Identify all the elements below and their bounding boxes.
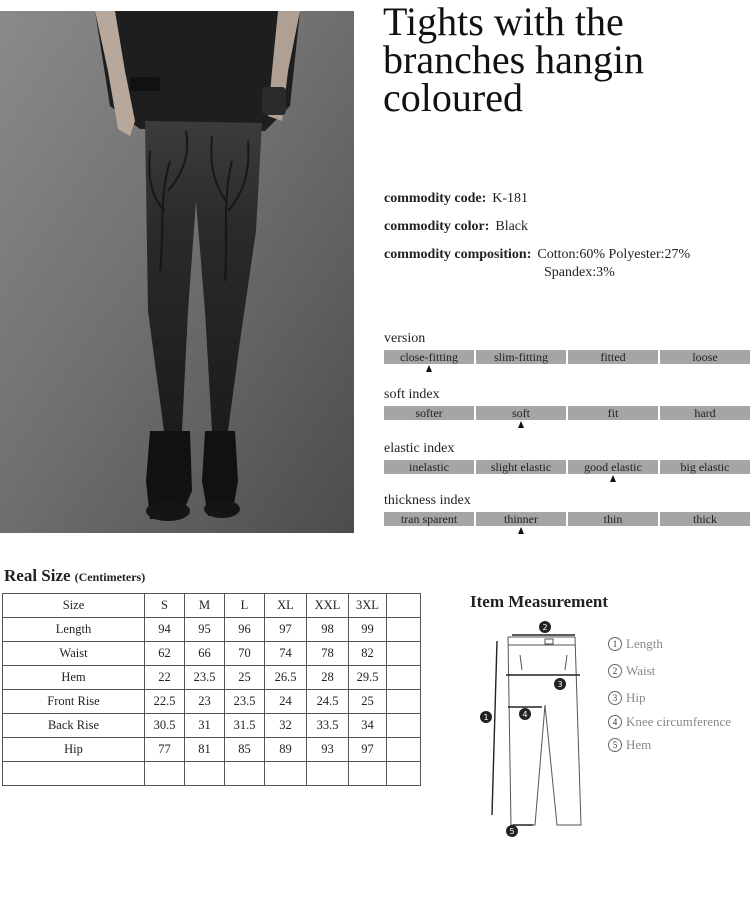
commodity-color	[384, 218, 528, 235]
size-table	[2, 593, 421, 786]
table-cell: 66	[185, 642, 225, 666]
table-cell: 30.5	[145, 714, 185, 738]
legend-label: Hem	[626, 737, 652, 752]
table-row	[3, 762, 421, 786]
table-cell: 3XL	[349, 594, 387, 618]
table-cell: 70	[225, 642, 265, 666]
legend-number: 1	[608, 637, 622, 651]
commodity-code	[384, 190, 528, 207]
table-cell	[349, 762, 387, 786]
table-row	[3, 642, 421, 666]
legend-label: Hip	[626, 690, 646, 705]
table-cell	[387, 714, 421, 738]
table-cell: 25	[349, 690, 387, 714]
table-cell: 28	[307, 666, 349, 690]
table-cell	[185, 762, 225, 786]
table-row	[3, 690, 421, 714]
table-cell	[387, 594, 421, 618]
legend-item-waist	[608, 663, 655, 679]
table-cell: 24	[265, 690, 307, 714]
real-size-title: Real Size	[4, 566, 71, 585]
table-cell: 74	[265, 642, 307, 666]
version-option: close-fitting	[384, 350, 474, 364]
table-cell: 31.5	[225, 714, 265, 738]
table-cell: 95	[185, 618, 225, 642]
elastic-index-selected-marker	[610, 475, 616, 482]
table-cell: 26.5	[265, 666, 307, 690]
soft-index-option: fit	[568, 406, 658, 420]
soft-index-selected-marker	[518, 421, 524, 428]
table-cell: XXL	[307, 594, 349, 618]
commodity-composition-value-2: Spandex:3%	[544, 265, 615, 280]
table-cell: 33.5	[307, 714, 349, 738]
table-cell	[387, 618, 421, 642]
table-cell: Front Rise	[3, 690, 145, 714]
table-cell: L	[225, 594, 265, 618]
elastic-index-title: elastic index	[384, 441, 455, 456]
real-size-heading	[4, 566, 145, 586]
table-cell: 81	[185, 738, 225, 762]
table-cell: S	[145, 594, 185, 618]
table-cell: 62	[145, 642, 185, 666]
table-cell: 32	[265, 714, 307, 738]
legend-label: Knee circumference	[626, 714, 732, 729]
table-row	[3, 618, 421, 642]
thickness-index-option: thin	[568, 512, 658, 526]
commodity-code-value: K-181	[492, 191, 529, 206]
table-cell: 23.5	[225, 690, 265, 714]
version-bar	[384, 350, 750, 364]
legend-item-length	[608, 636, 663, 652]
version-option: fitted	[568, 350, 658, 364]
table-cell: 29.5	[349, 666, 387, 690]
table-cell: Length	[3, 618, 145, 642]
table-cell: Back Rise	[3, 714, 145, 738]
table-cell: 22	[145, 666, 185, 690]
table-cell	[3, 762, 145, 786]
table-cell: 94	[145, 618, 185, 642]
thickness-index-bar	[384, 512, 750, 526]
table-cell: 77	[145, 738, 185, 762]
marker-2-label: 2	[542, 623, 548, 632]
table-cell: 89	[265, 738, 307, 762]
item-measurement-title: Item Measurement	[470, 592, 609, 611]
table-cell	[387, 762, 421, 786]
table-cell: 97	[349, 738, 387, 762]
table-cell	[387, 666, 421, 690]
legend-number: 5	[608, 738, 622, 752]
commodity-composition	[384, 246, 690, 263]
legend-label: Length	[626, 636, 663, 651]
version-title: version	[384, 331, 426, 346]
thickness-index-option: tran sparent	[384, 512, 474, 526]
table-cell	[387, 738, 421, 762]
soft-index-option: soft	[476, 406, 566, 420]
version-option: loose	[660, 350, 750, 364]
table-cell: M	[185, 594, 225, 618]
soft-index-bar	[384, 406, 750, 420]
commodity-composition-label: commodity composition:	[384, 247, 532, 262]
commodity-composition-line2	[544, 264, 615, 281]
legend-label: Waist	[626, 663, 656, 678]
elastic-index-option: big elastic	[660, 460, 750, 474]
elastic-index-option: slight elastic	[476, 460, 566, 474]
pants-diagram	[475, 615, 590, 845]
table-cell: 97	[265, 618, 307, 642]
table-cell: Hem	[3, 666, 145, 690]
table-row	[3, 666, 421, 690]
commodity-composition-value-1: Cotton:60% Polyester:27%	[537, 247, 691, 262]
commodity-code-label: commodity code:	[384, 191, 487, 206]
thickness-index-title: thickness index	[384, 493, 471, 508]
marker-1-label: 1	[483, 713, 489, 722]
table-cell: 99	[349, 618, 387, 642]
table-cell: 31	[185, 714, 225, 738]
table-header-row	[3, 594, 421, 618]
legend-number: 4	[608, 715, 622, 729]
table-cell	[307, 762, 349, 786]
commodity-color-label: commodity color:	[384, 219, 490, 234]
thickness-index-option: thick	[660, 512, 750, 526]
legend-item-knee	[608, 714, 731, 730]
table-cell	[265, 762, 307, 786]
product-title: Tights with the branches hangin coloured	[383, 0, 645, 120]
commodity-color-value: Black	[495, 219, 529, 234]
table-cell: Waist	[3, 642, 145, 666]
elastic-index-bar	[384, 460, 750, 474]
table-cell: 78	[307, 642, 349, 666]
soft-index-option: hard	[660, 406, 750, 420]
table-cell	[387, 642, 421, 666]
table-cell: 22.5	[145, 690, 185, 714]
soft-index-option: softer	[384, 406, 474, 420]
real-size-unit: (Centimeters)	[74, 570, 146, 584]
table-row	[3, 714, 421, 738]
table-cell: Hip	[3, 738, 145, 762]
table-cell: XL	[265, 594, 307, 618]
marker-5-label: 5	[509, 827, 515, 836]
soft-index-title: soft index	[384, 387, 440, 402]
table-cell	[145, 762, 185, 786]
table-cell	[225, 762, 265, 786]
legend-number: 2	[608, 664, 622, 678]
table-row	[3, 738, 421, 762]
legend-number: 3	[608, 691, 622, 705]
table-cell: 96	[225, 618, 265, 642]
table-cell: 24.5	[307, 690, 349, 714]
table-cell: 93	[307, 738, 349, 762]
table-cell: 23.5	[185, 666, 225, 690]
elastic-index-option: good elastic	[568, 460, 658, 474]
thickness-index-selected-marker	[518, 527, 524, 534]
table-cell: 82	[349, 642, 387, 666]
table-cell: 34	[349, 714, 387, 738]
legend-item-hem	[608, 737, 651, 753]
product-photo	[0, 11, 354, 533]
legend-item-hip	[608, 690, 646, 706]
table-cell	[387, 690, 421, 714]
version-selected-marker	[426, 365, 432, 372]
version-option: slim-fitting	[476, 350, 566, 364]
table-cell: 23	[185, 690, 225, 714]
thickness-index-option: thinner	[476, 512, 566, 526]
table-cell: 98	[307, 618, 349, 642]
marker-3-label: 3	[557, 680, 563, 689]
table-cell: 25	[225, 666, 265, 690]
elastic-index-option: inelastic	[384, 460, 474, 474]
table-cell: 85	[225, 738, 265, 762]
marker-4-label: 4	[522, 710, 528, 719]
table-cell: Size	[3, 594, 145, 618]
